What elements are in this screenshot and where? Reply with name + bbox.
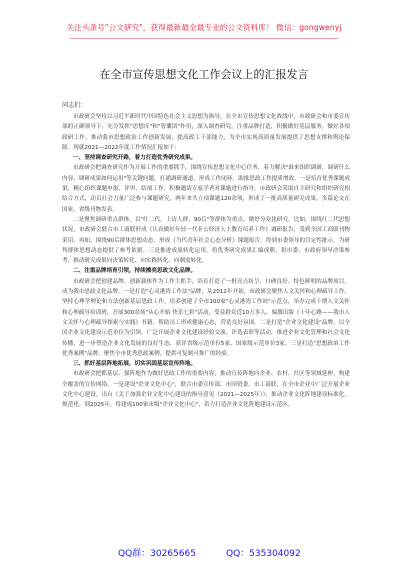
promo-banner: 关注头条号"公文研究"，获得最新最全最专业的公文资料库！ 微信：gongwenyj bbox=[66, 23, 342, 32]
body-paragraph: 市政研会把抓基层、强阵地作为做好思政工作的重要内容，推动宣传阵地向企业、农村、社区等领域延伸，构建全覆盖的宣传网络。一是建设"企业文化中心"，联合市委宣传部、市国资委、市工商联，在全市企业中广泛开展企业文化中心建设，出台《关于加强企业文化中心建设的指导意见（2021—2025年）》，推动企业文化阵地建设标准化、规范化。到2025年，将建成100家市级"企业文化中心"，着力打造企业文化阵地建设示范区。 bbox=[62, 371, 350, 409]
section-heading: 一、坚持调查研究开路，着力打造优秀研究成果。 bbox=[73, 155, 197, 162]
document-body bbox=[62, 112, 350, 411]
qq-group-number: QQ群：30265665 bbox=[118, 549, 196, 559]
salutation: 同志们： bbox=[62, 102, 87, 109]
body-paragraph: 二是聚焦调研重点群体，以"红二代、上访人群、90后"等群体为重点，做好分众化研究。比如，围绕红二代思想状况，市政研会联合市工商联形成《认真做好年轻一代非公经济人士教育培养工作》调研报告，受到全国工商联刊物采用。再如，围绕90后群体思想动态，形成《当代青年社会心态分析》课题报告，得到市委领导的肯定性批示，为研判群体思想动态提供了参考依据。三是推进成果转化运用，将优秀研究成果汇编成册，供市委、市政府领导决策参考，推动研究成果向决策转化、向实践转化、向制度转化。 bbox=[62, 216, 350, 265]
banner-divider bbox=[70, 38, 338, 39]
body-paragraph: 市政研会坚持以习近平新时代中国特色社会主义思想为指导，在全市宣传思想文化战线中，市政研会和市委宣传部的正确领导下，充分发挥"思想库"和"智囊团"作用，深入调查研究，注重品牌打造，积极做好基层服务，做好各项政研工作。推动我市思想政治工作创新发展，提高政工干部能力，为全市实现高质量发展提供了思想支撑和舆论保障。现就2021—2022年度工作情况汇报如下： bbox=[62, 114, 350, 151]
section-heading: 三、抓好基层阵地拓展，切实巩固基层宣传阵地。 bbox=[73, 361, 197, 368]
body-paragraph: 市政研会把创建品牌、创新载体作为工作主抓手，培育打造了一批亮点纷呈、口碑良好、特色鲜明的品牌项目，成为我市思政文化品牌。一是打造"心灵港湾工作法"品牌，从2012年开始，市政研会聚焦人文关怀和心理疏导工作，坚持心理学理论和方法创新基层思政工作，培养创建了全市100家"心灵港湾工作站"示范点，举办完成十期人文关怀和心理疏导培训班，开展300余场"从心开始 快乐七彩"活动，受益群众近10万多人，编撰出版《十年心路——我市人文关怀与心理疏导探索与实践》书籍，帮助员工形成健康心态，营造良好氛围。二是打造"企业文化建设"品牌，以全国企业文化建设示范单位为引领，广泛开展企业文化建设经验交流、评选表彰等活动，推进企业文化管理和社会文化传播，进一步塑造企业文化发展的良好生态，获评省级示范单位5家、国家级示范单位3家。三是打造"思想政治工作优秀案例"品牌，聚焦全市优秀思政案例，提供可复制可推广的经验。 bbox=[62, 278, 350, 357]
qq-contact-number: QQ：535304092 bbox=[226, 549, 301, 559]
body-paragraph: 市政研会把调查研究作为开展工作的重要抓手，围绕宣传思想文化中心任务，着力解决"谁来组织调研、调研什么内容、调研成果如何运用"等关键问题，打通调研通道，形成工作闭环，助推思政工作提质增效。一是培育优秀课题成果，精心组织课题申报、评审、结项工作，积极邀请专家学者对课题进行指导。市政研会采取自主研究和组织研究相结合方式，动员社会力量广泛参与课题研究，两年来共立项课题120余项，形成了一批高质量研究成果，多篇论文在国家、省级刊物发表。 bbox=[62, 165, 350, 213]
document-title: 在全市宣传思想文化工作会议上的汇报发言 bbox=[99, 68, 309, 81]
section-heading: 二、注重品牌培育引领，持续擦亮思政文化品牌。 bbox=[73, 268, 197, 275]
